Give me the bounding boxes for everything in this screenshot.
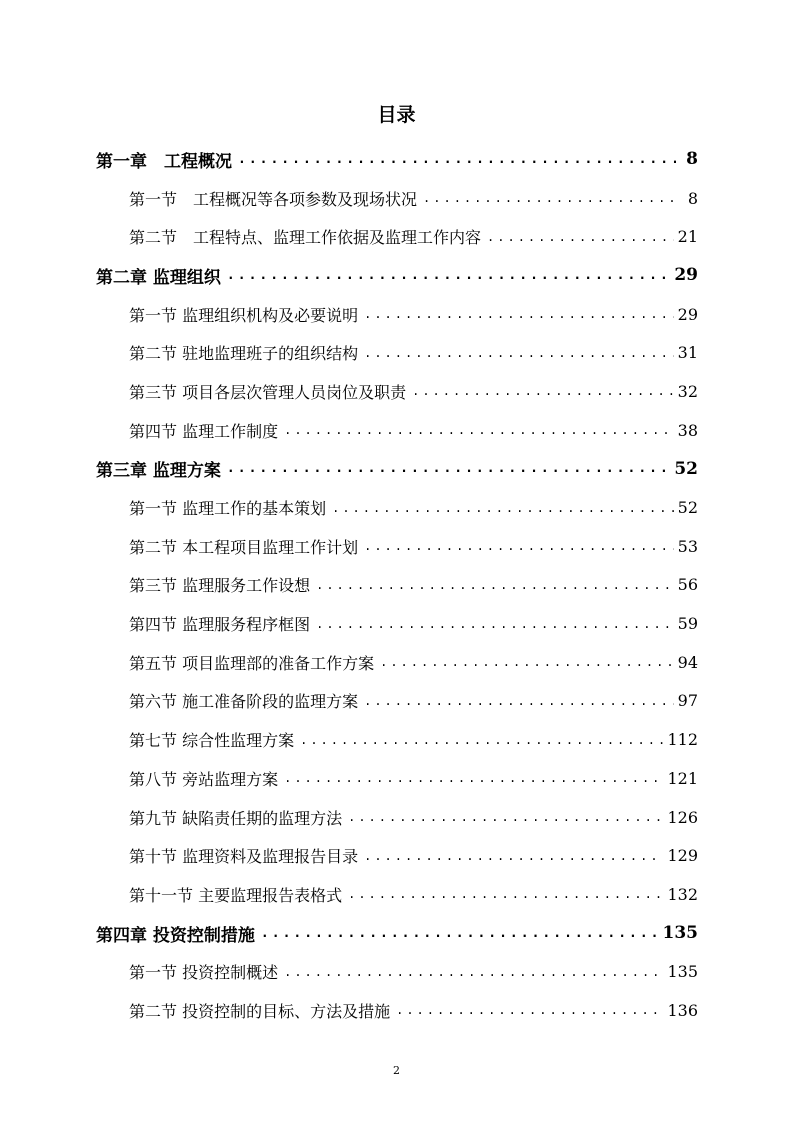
page-number: 2 <box>393 1064 400 1077</box>
toc-section-entry[interactable] <box>96 333 698 372</box>
toc-entry-page-number: 129 <box>667 846 698 866</box>
dot-leader <box>284 965 663 979</box>
toc-entry-page-number: 31 <box>677 343 698 363</box>
dot-leader <box>348 810 663 824</box>
toc-entry-title: 第一节 监理组织机构及必要说明 <box>129 305 359 325</box>
toc-entry-title: 第一章 工程概况 <box>96 151 232 172</box>
dot-leader <box>364 849 663 863</box>
toc-entry-page-number: 29 <box>674 265 698 286</box>
toc-entry-page-number: 56 <box>677 575 698 595</box>
toc-section-entry[interactable] <box>96 798 698 837</box>
toc-entry-page-number: 32 <box>677 381 698 401</box>
toc-section-entry[interactable] <box>96 682 698 721</box>
toc-entry-page-number: 135 <box>667 962 698 982</box>
toc-section-entry[interactable] <box>96 217 698 256</box>
toc-chapter-entry[interactable] <box>96 914 698 953</box>
toc-section-entry[interactable] <box>96 643 698 682</box>
dot-leader <box>238 152 676 167</box>
dot-leader <box>364 346 674 360</box>
toc-entry-page-number: 52 <box>677 498 698 518</box>
toc-entry-title: 第七节 综合性监理方案 <box>129 731 295 751</box>
toc-entry-page-number: 112 <box>667 730 698 750</box>
toc-section-entry[interactable] <box>96 604 698 643</box>
toc-entry-title: 第十一节 主要监理报告表格式 <box>129 885 343 905</box>
dot-leader <box>227 461 670 476</box>
toc-entry-page-number: 121 <box>667 768 698 788</box>
toc-entry-title: 第十节 监理资料及监理报告目录 <box>129 847 359 867</box>
toc-entry-title: 第五节 项目监理部的准备工作方案 <box>129 653 375 673</box>
toc-section-entry[interactable] <box>96 295 698 334</box>
toc-section-entry[interactable] <box>96 875 698 914</box>
toc-entry-page-number: 135 <box>662 923 698 944</box>
page-title: 目录 <box>377 104 416 126</box>
dot-leader <box>348 887 663 901</box>
toc-entry-page-number: 52 <box>674 458 698 479</box>
toc-section-entry[interactable] <box>96 836 698 875</box>
toc-entry-page-number: 38 <box>677 420 698 440</box>
toc-entry-title: 第三节 监理服务工作设想 <box>129 576 311 596</box>
dot-leader <box>300 733 663 747</box>
dot-leader <box>380 655 674 669</box>
dot-leader <box>487 230 674 244</box>
toc-entry-page-number: 29 <box>677 304 698 324</box>
toc-entry-page-number: 59 <box>677 614 698 634</box>
dot-leader <box>227 268 670 283</box>
toc-section-entry[interactable] <box>96 566 698 605</box>
toc-entry-title: 第一节 工程概况等各项参数及现场状况 <box>129 189 418 209</box>
dot-leader <box>364 539 674 553</box>
toc-section-entry[interactable] <box>96 372 698 411</box>
toc-entry-title: 第三章 监理方案 <box>96 461 221 482</box>
toc-section-entry[interactable] <box>96 411 698 450</box>
toc-entry-page-number: 8 <box>687 188 698 208</box>
toc-chapter-entry[interactable] <box>96 256 698 295</box>
toc-entry-page-number: 53 <box>677 536 698 556</box>
toc-section-entry[interactable] <box>96 952 698 991</box>
toc-entry-title: 第二节 驻地监理班子的组织结构 <box>129 344 359 364</box>
toc-entry-title: 第九节 缺陷责任期的监理方法 <box>129 808 343 828</box>
toc-chapter-entry[interactable] <box>96 140 698 179</box>
dot-leader <box>423 191 676 205</box>
dot-leader <box>316 617 674 631</box>
toc-entry-title: 第二章 监理组织 <box>96 267 221 288</box>
toc-section-entry[interactable] <box>96 488 698 527</box>
toc-entry-page-number: 136 <box>667 1000 698 1020</box>
toc-entry-title: 第二节 工程特点、监理工作依据及监理工作内容 <box>129 228 482 248</box>
toc-entry-page-number: 21 <box>677 227 698 247</box>
dot-leader <box>261 926 659 941</box>
toc-entry-title: 第二节 投资控制的目标、方法及措施 <box>129 1001 391 1021</box>
dot-leader <box>364 307 674 321</box>
toc-section-entry[interactable] <box>96 527 698 566</box>
toc-entry-title: 第一节 投资控制概述 <box>129 963 279 983</box>
toc-entry-title: 第六节 施工准备阶段的监理方案 <box>129 692 359 712</box>
dot-leader <box>284 423 674 437</box>
toc-entry-title: 第一节 监理工作的基本策划 <box>129 499 327 519</box>
dot-leader <box>284 771 663 785</box>
dot-leader <box>316 578 674 592</box>
table-of-contents <box>96 140 698 1030</box>
toc-entry-page-number: 126 <box>667 807 698 827</box>
toc-entry-title: 第四节 监理服务程序框图 <box>129 615 311 635</box>
toc-entry-title: 第四章 投资控制措施 <box>96 925 255 946</box>
dot-leader <box>364 694 674 708</box>
toc-section-entry[interactable] <box>96 720 698 759</box>
toc-section-entry[interactable] <box>96 179 698 218</box>
toc-section-entry[interactable] <box>96 759 698 798</box>
dot-leader <box>396 1003 663 1017</box>
toc-entry-page-number: 132 <box>667 884 698 904</box>
toc-entry-page-number: 94 <box>677 652 698 672</box>
toc-chapter-entry[interactable] <box>96 450 698 489</box>
toc-entry-title: 第八节 旁站监理方案 <box>129 769 279 789</box>
toc-entry-title: 第二节 本工程项目监理工作计划 <box>129 537 359 557</box>
toc-entry-title: 第四节 监理工作制度 <box>129 421 279 441</box>
toc-section-entry[interactable] <box>96 991 698 1030</box>
toc-entry-title: 第三节 项目各层次管理人员岗位及职责 <box>129 382 407 402</box>
toc-entry-page-number: 97 <box>677 691 698 711</box>
dot-leader <box>332 501 674 515</box>
toc-entry-page-number: 8 <box>686 149 698 170</box>
dot-leader <box>412 384 674 398</box>
